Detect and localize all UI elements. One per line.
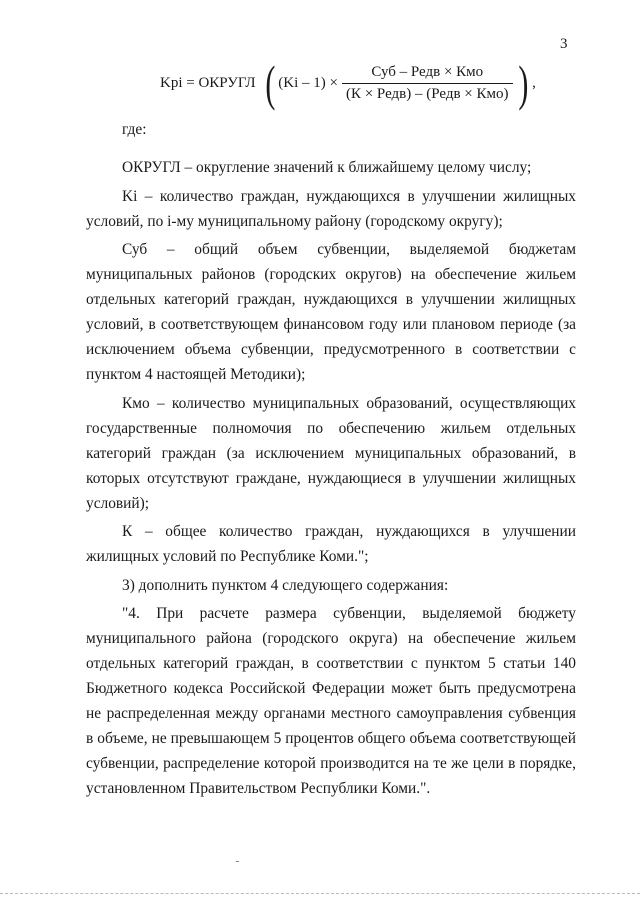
formula-open-paren: ( <box>264 55 275 111</box>
paragraph-where: где: <box>122 121 147 138</box>
formula <box>160 55 536 111</box>
formula-denominator: (К × Редв) – (Редв × Кмо) <box>342 83 513 103</box>
paragraph-sub: Суб – общий объем субвенции, выделяемой бюджетам муниципальных районов (городских округов) на обеспечение жильем отдельных категорий граждан, нуждающихся в улучшении жилищных условий, в соответствующем финансовом году или плановом периоде (за исключением объема субвенции, предусмотренного в соответствии с пунктом 4 настоящей Методики); <box>86 241 576 383</box>
page-bottom-edge <box>0 893 640 894</box>
paragraph-item-4: "4. При расчете размера субвенции, выделяемой бюджету муниципального района (городского округа) на обеспечение жильем отдельных категорий граждан, в соответствии с пунктом 5 статьи 140 Бюджетного кодекса Российской Федерации может быть предусмотрена не распределенная между органами местного самоуправления субвенция в объеме, не превышающем 5 процентов общего объема соответствующей субвенции, распределение которой производится на те же цели в порядке, установленном Правительством Республики Коми.". <box>86 605 576 797</box>
formula-fraction <box>342 64 513 103</box>
scan-mark <box>236 861 239 862</box>
formula-body <box>278 64 514 103</box>
formula-prefix: (Ki – 1) × <box>278 74 338 91</box>
formula-lhs: Kpi = ОКРУГЛ <box>160 74 256 91</box>
page-number: 3 <box>560 36 568 52</box>
paragraph-kmo: Кмо – количество муниципальных образований, осуществляющих государственные полномочия по обеспечению жильем отдельных категорий граждан (за исключением муниципальных образований, в которых отсутствуют граждане, нуждающиеся в улучшении жилищных условий); <box>86 394 576 512</box>
formula-numerator: Суб – Редв × Кмо <box>371 63 484 80</box>
formula-tail: , <box>532 74 536 91</box>
paragraph-k: К – общее количество граждан, нуждающихся в улучшении жилищных условий по Республике Коми."; <box>86 523 576 565</box>
document-body <box>86 117 576 805</box>
paragraph-item-3: 3) дополнить пунктом 4 следующего содержания: <box>122 576 449 594</box>
formula-close-paren: ) <box>517 55 528 111</box>
paragraph-okrugl: ОКРУГЛ – округление значений к ближайшему целому числу; <box>122 159 532 176</box>
paragraph-ki: Ki – количество граждан, нуждающихся в улучшении жилищных условий, по i-му муниципальному району (городскому округу); <box>86 187 576 230</box>
